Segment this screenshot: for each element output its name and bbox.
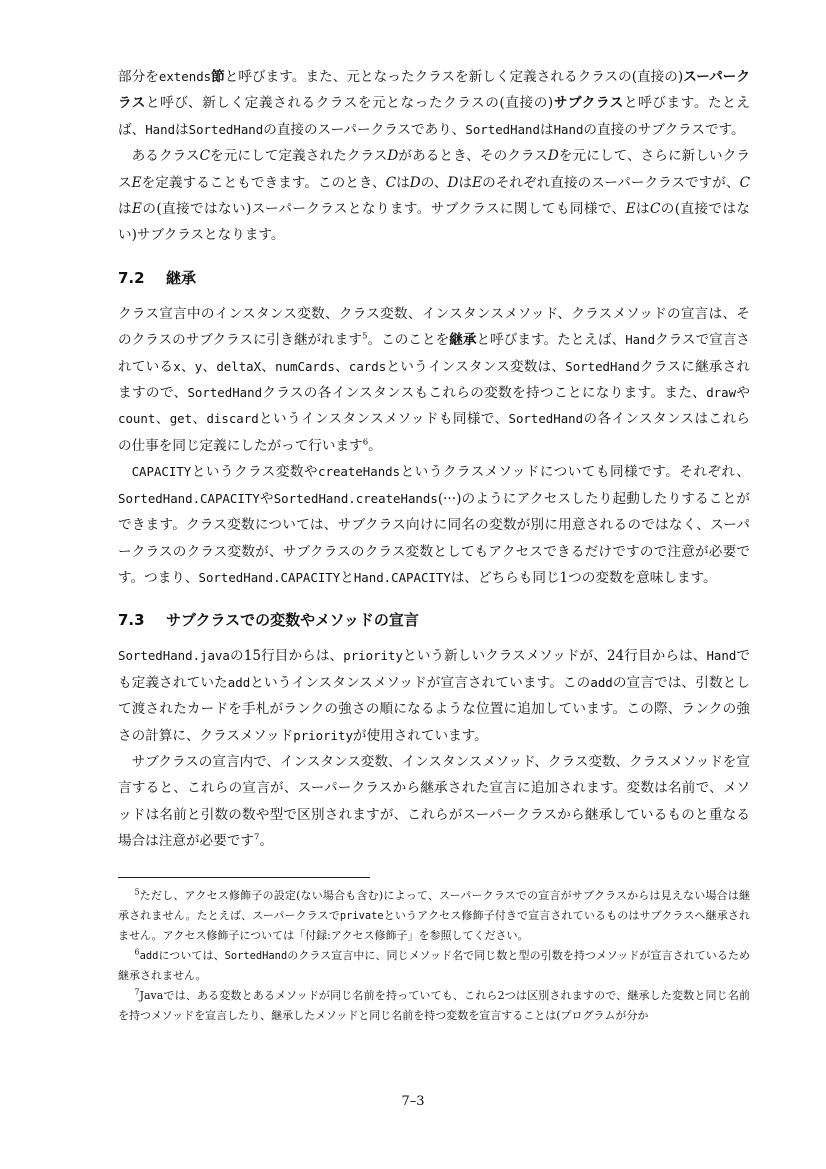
paragraph-class-variables bbox=[118, 459, 750, 591]
text: 、 bbox=[202, 358, 217, 375]
text: というインスタンスメソッドが宣言されています。この bbox=[250, 674, 591, 691]
code-sortedhand: SortedHand bbox=[508, 411, 584, 427]
text: 、 bbox=[180, 358, 195, 375]
text: は bbox=[458, 174, 473, 191]
text-args: (···) bbox=[437, 490, 462, 507]
footnote-7 bbox=[118, 986, 750, 1026]
code-hand: Hand bbox=[553, 121, 584, 137]
text: 。 bbox=[368, 437, 382, 454]
section-number: 7.3 bbox=[118, 611, 145, 630]
math-var: D bbox=[387, 148, 399, 165]
text: 。このことを bbox=[367, 332, 450, 349]
text: のようにアクセスしたり起動したりすることができます。クラス変数については、サブクラス向けに同名の変数が別に用意されるのではなく、スーパークラスのクラス変数が、サブクラスのクラス変数としてもアクセスできるだけですので注意が必要です。つまり、 bbox=[118, 490, 751, 586]
code-createhands: createHands bbox=[318, 464, 401, 480]
text: 部分を bbox=[118, 69, 159, 85]
text: を元にして定義されたクラス bbox=[209, 148, 388, 165]
code-extends: extends bbox=[158, 69, 212, 84]
paragraph-subclass-declarations bbox=[118, 643, 750, 749]
code-add: add bbox=[139, 949, 159, 962]
code-priority: priority bbox=[343, 648, 403, 664]
term-setsu: 節 bbox=[211, 69, 225, 85]
code-hand: Hand bbox=[706, 648, 737, 664]
text: は、どちらも同じ1つの変数を意味します。 bbox=[450, 569, 717, 586]
code-capacity: CAPACITY bbox=[131, 464, 192, 480]
math-var: C bbox=[199, 148, 210, 165]
code-count: count bbox=[118, 411, 156, 427]
footnote-mark: 7 bbox=[134, 986, 140, 996]
text: 、 bbox=[155, 411, 170, 428]
text: というインスタンス変数は、 bbox=[386, 358, 566, 375]
code-hand-capacity: Hand.CAPACITY bbox=[353, 569, 451, 585]
text: というクラス変数や bbox=[191, 464, 319, 481]
code-numcards: numCards bbox=[275, 358, 335, 374]
code-sortedhand: SortedHand bbox=[565, 358, 640, 374]
code-discard: discard bbox=[206, 411, 259, 427]
code-private: private bbox=[339, 909, 384, 922]
footnote-6 bbox=[118, 946, 750, 986]
text: を定義することもできます。このとき、 bbox=[141, 174, 386, 191]
text: の、 bbox=[420, 174, 448, 191]
text: と呼びます。たとえば、 bbox=[118, 95, 751, 138]
text: のそれぞれ直接のスーパークラスですが、 bbox=[482, 174, 740, 191]
text: Javaでは、ある変数とあるメソッドが同じ名前を持っていても、これら2つは区別されますので、継承した変数と同じ名前を持つメソッドを宣言したり、継承したメソッドと同じ名前を持つ変数を宣言することは(プログラムが分か bbox=[118, 988, 750, 1022]
text: の直接のスーパークラスであり、 bbox=[263, 121, 466, 138]
math-var: D bbox=[547, 148, 559, 165]
text: については、 bbox=[158, 948, 225, 962]
text: の15行目からは、 bbox=[229, 648, 344, 665]
footnote-mark: 5 bbox=[134, 886, 140, 896]
code-cards: cards bbox=[348, 358, 387, 374]
section-heading-7-3 bbox=[118, 607, 750, 633]
paragraph-indirect-classes bbox=[118, 143, 750, 249]
text: クラスで宣言されている bbox=[118, 332, 751, 375]
page-number: 7–3 bbox=[401, 1094, 425, 1109]
code-sortedhand: SortedHand bbox=[224, 949, 288, 962]
code-sortedhand: SortedHand bbox=[465, 121, 540, 137]
text: というクラスメソッドについても同様です。それぞれ、 bbox=[400, 464, 750, 481]
math-var: C bbox=[385, 174, 397, 191]
footnote-mark: 6 bbox=[134, 946, 140, 956]
text: は bbox=[118, 201, 132, 218]
code-hand: Hand bbox=[625, 332, 656, 348]
text: や bbox=[259, 490, 274, 507]
code-sortedhand-capacity: SortedHand.CAPACITY bbox=[198, 569, 341, 585]
code-draw: draw bbox=[706, 385, 737, 401]
text: 、 bbox=[261, 358, 276, 375]
text: は bbox=[175, 121, 189, 138]
text: と呼びます。また、元となったクラスを新しく定義されるクラスの(直接の) bbox=[224, 69, 684, 85]
section-heading-7-2 bbox=[118, 265, 750, 291]
term-subclass: サブクラス bbox=[553, 95, 624, 112]
text: が使用されています。 bbox=[352, 727, 488, 744]
text: 、 bbox=[334, 358, 349, 375]
text: というアクセス修飾子付きで宣言されているものはサブクラスへ継承されません。アクセス修飾子については「付録:アクセス修飾子」を参照してください。 bbox=[118, 908, 750, 942]
text: でも定義されていた bbox=[118, 648, 750, 691]
text: は bbox=[539, 121, 554, 138]
code-deltax: deltaX bbox=[216, 358, 262, 374]
text: と bbox=[340, 569, 354, 586]
text: クラスに継承されますので、 bbox=[118, 358, 751, 402]
text: というインスタンスメソッドも同様で、 bbox=[258, 411, 509, 428]
code-sortedhand: SortedHand bbox=[188, 121, 264, 137]
text: サブクラスの宣言内で、インスタンス変数、インスタンスメソッド、クラス変数、クラスメソッドを宣言すると、これらの宣言が、スーパークラスから継承された宣言に追加されます。変数は名前で、メソッドは名前と引数の数や型で区別されますが、これらがスーパークラスから継承しているものと重なる場合は注意が必要です bbox=[118, 753, 750, 850]
footnote-ref: 5 bbox=[362, 331, 368, 342]
text: の各インスタンスはこれらの仕事を同じ定義にしたがって行います bbox=[118, 411, 751, 454]
code-x: x bbox=[173, 358, 181, 374]
text: と呼び、新しく定義されるクラスを元となったクラスの(直接の) bbox=[145, 95, 554, 112]
text: あるクラス bbox=[131, 148, 200, 165]
code-get: get bbox=[169, 411, 193, 427]
text: の直接のサブクラスです。 bbox=[583, 121, 745, 138]
code-hand: Hand bbox=[145, 121, 176, 137]
text: は bbox=[635, 201, 650, 218]
term-inheritance: 継承 bbox=[449, 332, 477, 349]
text: や bbox=[736, 385, 751, 402]
math-var: E bbox=[472, 174, 483, 191]
text: 、 bbox=[192, 411, 207, 428]
code-sortedhand-createhands: SortedHand.createHands bbox=[273, 490, 438, 506]
footnote-rule bbox=[118, 877, 370, 878]
text: クラス宣言中のインスタンス変数、クラス変数、インスタンスメソッド、クラスメソッドの宣言は、そのクラスのサブクラスに引き継がれます bbox=[118, 305, 750, 349]
math-var: D bbox=[409, 174, 421, 191]
text: クラスの各インスタンスもこれらの変数を持つことになります。また、 bbox=[262, 385, 707, 402]
footnote-ref: 6 bbox=[362, 437, 369, 448]
math-var: E bbox=[131, 174, 142, 191]
text: と呼びます。たとえば、 bbox=[476, 332, 626, 349]
code-priority: priority bbox=[293, 727, 353, 743]
term-superclass: スーパークラス bbox=[118, 69, 751, 112]
paragraph-inheritance bbox=[118, 301, 750, 459]
math-var: C bbox=[649, 201, 661, 218]
math-var: E bbox=[625, 201, 636, 218]
text: のクラス宣言中に、同じメソッド名で同じ数と型の引数を持つメソッドが宣言されているため継承されません。 bbox=[118, 948, 750, 982]
section-title: 継承 bbox=[166, 268, 197, 287]
footnote-5 bbox=[118, 886, 750, 946]
text: の(直接ではない)スーパークラスとなります。サブクラスに関しても同様で、 bbox=[141, 201, 626, 218]
code-sortedhand-capacity: SortedHand.CAPACITY bbox=[118, 490, 260, 506]
text: 。 bbox=[259, 833, 273, 850]
section-number: 7.2 bbox=[118, 268, 145, 287]
code-add: add bbox=[590, 674, 613, 690]
math-var: D bbox=[447, 174, 459, 191]
code-filename: SortedHand.java bbox=[118, 648, 230, 664]
section-title: サブクラスでの変数やメソッドの宣言 bbox=[166, 611, 419, 630]
paragraph-adding-declarations bbox=[118, 749, 750, 855]
math-var: C bbox=[739, 174, 751, 191]
text: の宣言では、引数として渡されたカードを手札がランクの強さの順になるような位置に追加しています。この際、ランクの強さの計算に、クラスメソッド bbox=[118, 674, 750, 744]
text: は bbox=[396, 174, 410, 191]
code-add: add bbox=[227, 674, 251, 690]
footnote-ref: 7 bbox=[253, 832, 260, 843]
code-sortedhand: SortedHand bbox=[187, 385, 263, 401]
paragraph-superclass-subclass bbox=[118, 64, 750, 143]
text: ただし、アクセス修飾子の設定(ない場合も含む)によって、スーパークラスでの宣言がサブクラスからは見えない場合は継承されません。たとえば、スーパークラスで bbox=[118, 888, 750, 922]
text: の(直接ではない)サブクラスとなります。 bbox=[118, 201, 751, 244]
text: を元にして、さらに新しいクラス bbox=[118, 148, 750, 191]
text: があるとき、そのクラス bbox=[398, 148, 548, 165]
code-y: y bbox=[194, 358, 203, 374]
text: という新しいクラスメソッドが、24行目からは、 bbox=[402, 648, 707, 665]
math-var: E bbox=[132, 201, 142, 218]
page-body bbox=[118, 64, 750, 1026]
